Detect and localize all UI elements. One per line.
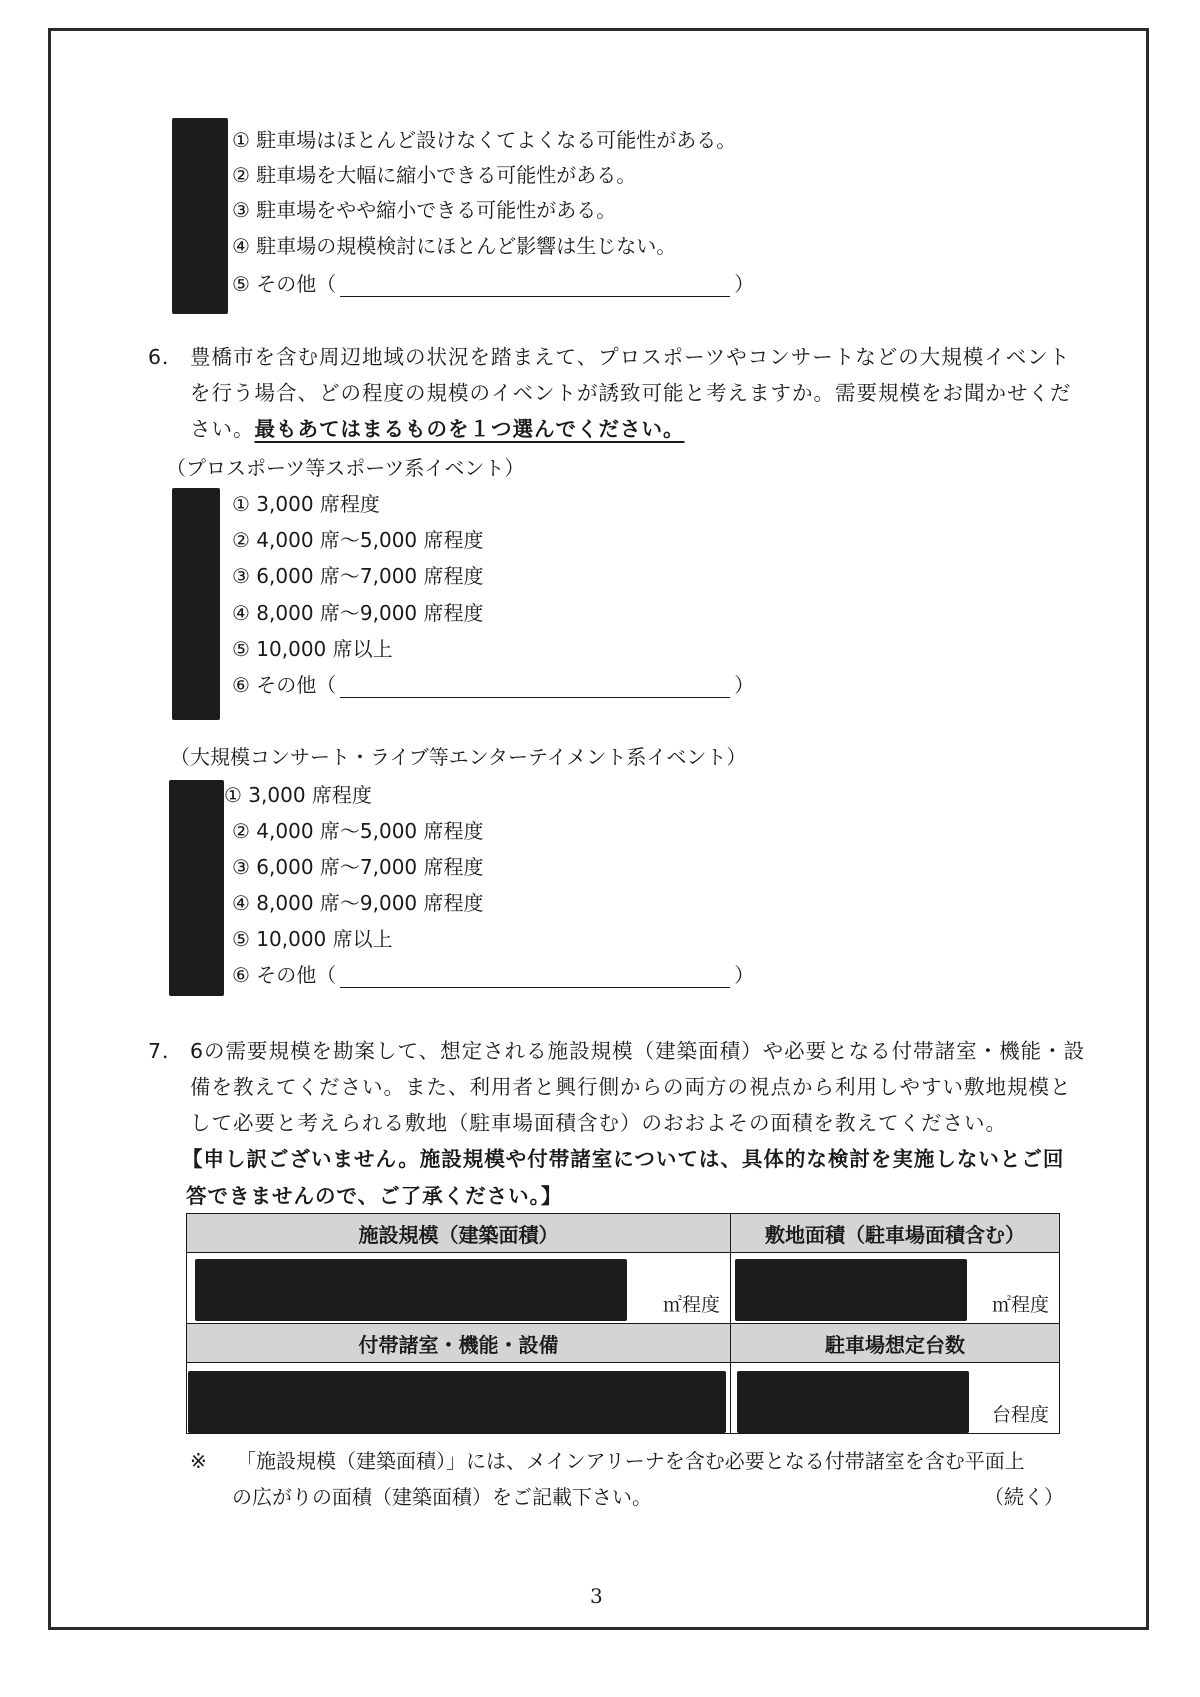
redaction-block — [195, 1259, 627, 1321]
q7-text-line3: して必要と考えられる敷地（駐車場面積含む）のおおよその面積を教えてください。 — [190, 1111, 1007, 1135]
q7-text-line1: 6の需要規模を勘案して、想定される施設規模（建築面積）や必要となる付帯諸室・機能・設 — [190, 1039, 1086, 1063]
concert-option-5: ⑤ 10,000 席以上 — [232, 927, 393, 951]
redaction-block — [188, 1371, 726, 1433]
header-site-area: 敷地面積（駐車場面積含む） — [731, 1214, 1060, 1253]
q7-number: 7． — [148, 1039, 184, 1063]
q5-option-other — [232, 271, 754, 297]
concert-option-4: ④ 8,000 席～9,000 席程度 — [232, 891, 484, 915]
q5-other-blank[interactable] — [340, 274, 730, 297]
q5-option-3: ③ 駐車場をやや縮小できる可能性がある。 — [232, 198, 617, 222]
sports-option-5: ⑤ 10,000 席以上 — [232, 637, 393, 661]
cell-site-area[interactable] — [731, 1253, 1060, 1324]
unit-cars: 台程度 — [991, 1404, 1049, 1426]
q6-number: 6． — [148, 345, 184, 369]
header-ancillary-rooms: 付帯諸室・機能・設備 — [187, 1324, 731, 1363]
continued-label: （続く） — [984, 1485, 1064, 1509]
q5-option-1: ① 駐車場はほとんど設けなくてよくなる可能性がある。 — [232, 128, 737, 152]
q6-text-prefix: さい。 — [190, 417, 255, 441]
q6-text-line3 — [190, 416, 685, 442]
sports-heading: （プロスポーツ等スポーツ系イベント） — [166, 456, 525, 480]
header-facility-scale: 施設規模（建築面積） — [187, 1214, 731, 1253]
concert-option-other — [232, 962, 754, 988]
redaction-block — [169, 780, 224, 996]
close-paren: ） — [734, 963, 755, 987]
concert-other-label: ⑥ その他（ — [232, 963, 337, 987]
cell-parking-count[interactable] — [731, 1363, 1060, 1434]
cell-facility-scale[interactable] — [187, 1253, 731, 1324]
q5-option-4: ④ 駐車場の規模検討にほとんど影響は生じない。 — [232, 234, 677, 258]
concert-option-1: ① 3,000 席程度 — [224, 783, 372, 807]
q6-text-line1: 豊橋市を含む周辺地域の状況を踏まえて、プロスポーツやコンサートなどの大規模イベント — [190, 345, 1071, 369]
sports-option-1: ① 3,000 席程度 — [232, 492, 380, 516]
note-line2: の広がりの面積（建築面積）をご記載下さい。 — [232, 1485, 652, 1509]
q6-text-line2: を行う場合、どの程度の規模のイベントが誘致可能と考えますか。需要規模をお聞かせくだ — [190, 381, 1072, 405]
sports-option-2: ② 4,000 席～5,000 席程度 — [232, 528, 484, 552]
redaction-block — [737, 1371, 969, 1433]
sports-option-3: ③ 6,000 席～7,000 席程度 — [232, 564, 484, 588]
facility-table — [186, 1213, 1060, 1434]
q6-instruction: 最もあてはまるものを１つ選んでください。 — [254, 417, 685, 441]
concert-heading: （大規模コンサート・ライブ等エンターテイメント系イベント） — [170, 745, 747, 769]
close-paren: ） — [734, 673, 755, 697]
redaction-block — [735, 1259, 967, 1321]
q7-answer-line2: 答できませんので、ご了承ください。】 — [186, 1184, 563, 1208]
unit-area: ㎡程度 — [991, 1294, 1049, 1316]
concert-other-blank[interactable] — [340, 965, 730, 988]
redaction-block — [172, 118, 228, 314]
sports-option-other — [232, 672, 754, 698]
q7-text-line2: 備を教えてください。また、利用者と興行側からの両方の視点から利用しやすい敷地規模と — [190, 1075, 1072, 1099]
sports-other-label: ⑥ その他（ — [232, 673, 337, 697]
redaction-block — [172, 488, 220, 720]
header-parking-count: 駐車場想定台数 — [731, 1324, 1060, 1363]
unit-area: ㎡程度 — [662, 1294, 720, 1316]
q7-answer-line1: 【申し訳ございません。施設規模や付帯諸室については、具体的な検討を実施しないとご回 — [182, 1147, 1065, 1171]
note-line1: 「施設規模（建築面積）」には、メインアリーナを含む必要となる付帯諸室を含む平面上 — [236, 1449, 1025, 1473]
sports-option-4: ④ 8,000 席～9,000 席程度 — [232, 601, 484, 625]
q5-other-label: ⑤ その他（ — [232, 272, 337, 296]
concert-option-2: ② 4,000 席～5,000 席程度 — [232, 819, 484, 843]
concert-option-3: ③ 6,000 席～7,000 席程度 — [232, 855, 484, 879]
note-mark: ※ — [190, 1449, 207, 1473]
page-number: 3 — [590, 1584, 603, 1608]
sports-other-blank[interactable] — [340, 675, 730, 698]
q5-option-2: ② 駐車場を大幅に縮小できる可能性がある。 — [232, 163, 637, 187]
close-paren: ） — [734, 272, 755, 296]
cell-ancillary-rooms[interactable] — [187, 1363, 731, 1434]
